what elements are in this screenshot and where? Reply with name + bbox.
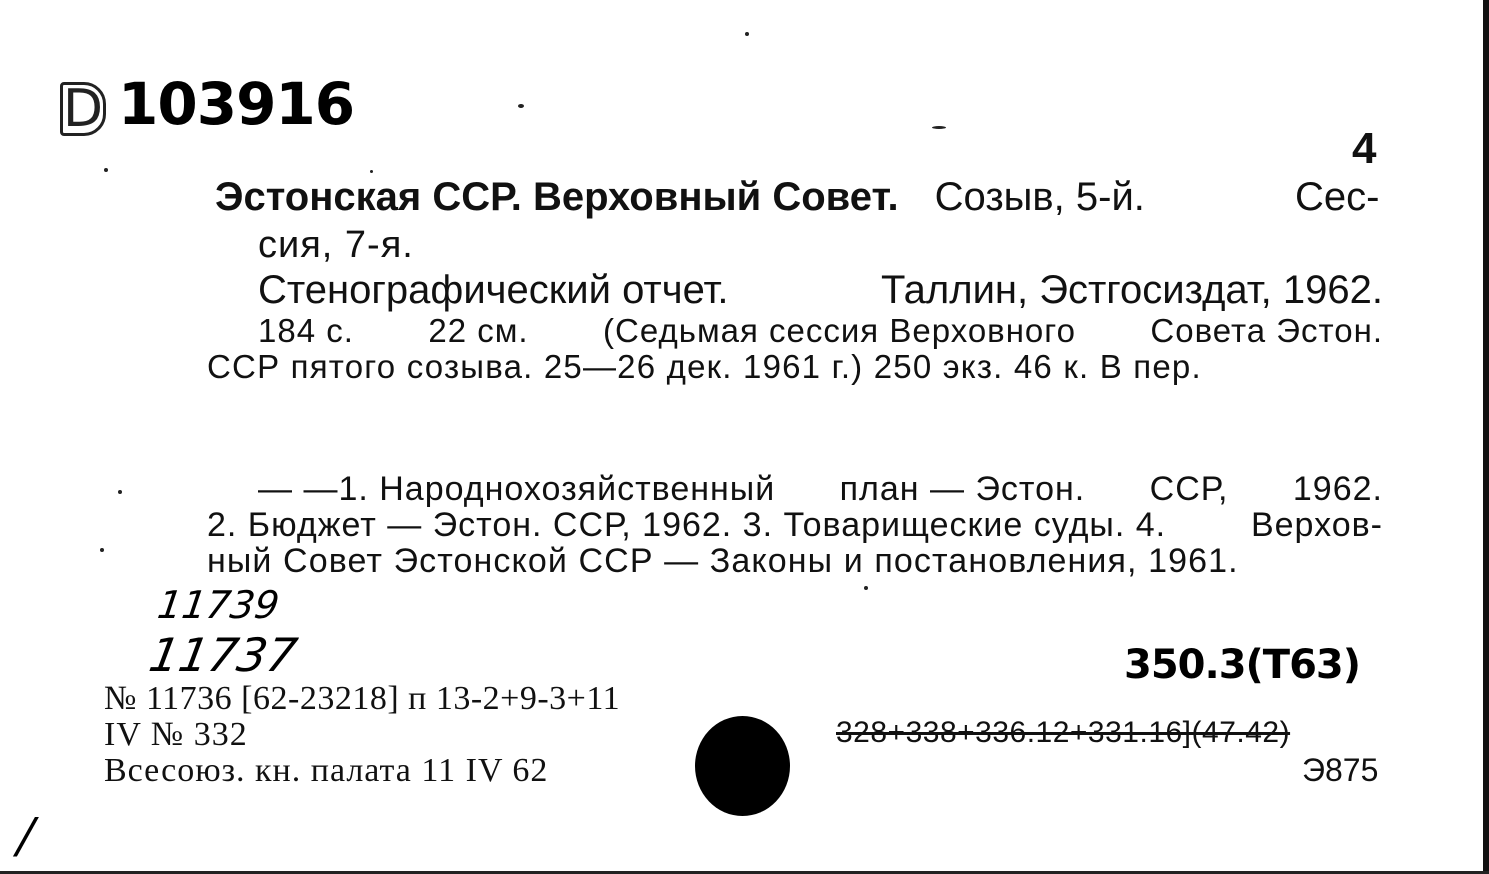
publication-info: Таллин, Эстгосиздат, 1962. xyxy=(881,268,1383,312)
title-text: Стенографический отчет. xyxy=(258,268,729,312)
scan-edge-right xyxy=(1483,0,1489,874)
scan-speck xyxy=(932,126,946,129)
scan-speck xyxy=(104,168,108,172)
handwritten-number-2: 11737 xyxy=(145,628,302,682)
desc-note-start: (Седьмая сессия Верховного xyxy=(603,312,1076,349)
handwritten-number-1: 11739 xyxy=(154,583,282,627)
desc-pages: 184 с. xyxy=(258,312,354,349)
scan-speck xyxy=(100,548,104,552)
subject-1-year: 1962. xyxy=(1292,470,1383,508)
footer-line-1: № 11736 [62-23218] п 13-2+9-3+11 xyxy=(104,680,621,717)
struck-class-numbers: 328+338+336.12+331.16](47.42) xyxy=(836,716,1291,749)
subjects-line-1 xyxy=(258,470,1383,509)
subject-1: — —1. Народнохозяйственный xyxy=(258,470,776,508)
stamp-number: 103916 xyxy=(118,70,355,138)
subjects-line-3: ный Совет Эстонской ССР — Законы и постановления, 1961. xyxy=(207,542,1239,580)
heading-author: Эстонская ССР. Верховный Совет. xyxy=(215,175,899,219)
card-page-number: 4 xyxy=(1352,124,1377,173)
handwritten-slash: / xyxy=(11,808,42,864)
desc-size: 22 см. xyxy=(428,312,529,349)
subject-1-ssr: ССР, xyxy=(1149,470,1229,508)
subject-1-cont: план — Эстон. xyxy=(839,470,1086,508)
record-title xyxy=(258,268,1383,313)
stamp-prefix: D xyxy=(60,82,106,136)
subjects-2-end: Верхов- xyxy=(1250,506,1383,544)
scan-speck xyxy=(370,170,373,173)
handwritten-class-number: 350.3(Т63) xyxy=(1124,642,1361,688)
scan-speck xyxy=(518,104,524,108)
punch-hole xyxy=(695,716,790,816)
physical-description xyxy=(258,312,1383,350)
subjects-line-2 xyxy=(207,506,1383,545)
subjects-2-text: 2. Бюджет — Эстон. ССР, 1962. 3. Товарищеские суды. 4. xyxy=(207,506,1167,544)
scan-speck xyxy=(745,32,749,36)
record-heading xyxy=(215,175,1380,220)
description-line-2: ССР пятого созыва. 25—26 дек. 1961 г.) 250 экз. 46 к. В пер. xyxy=(207,348,1202,385)
author-code: Э875 xyxy=(1302,752,1379,788)
footer-line-3: Всесоюз. кн. палата 11 IV 62 xyxy=(104,752,549,789)
heading-continuation: сия, 7-я. xyxy=(258,224,414,266)
scan-speck xyxy=(864,586,868,590)
scan-speck xyxy=(118,490,122,494)
desc-note-cont: Совета Эстон. xyxy=(1150,312,1383,349)
heading-session: Сес- xyxy=(1295,175,1380,219)
footer-line-2: IV № 332 xyxy=(104,716,248,753)
heading-convocation: Созыв, 5-й. xyxy=(934,175,1145,219)
